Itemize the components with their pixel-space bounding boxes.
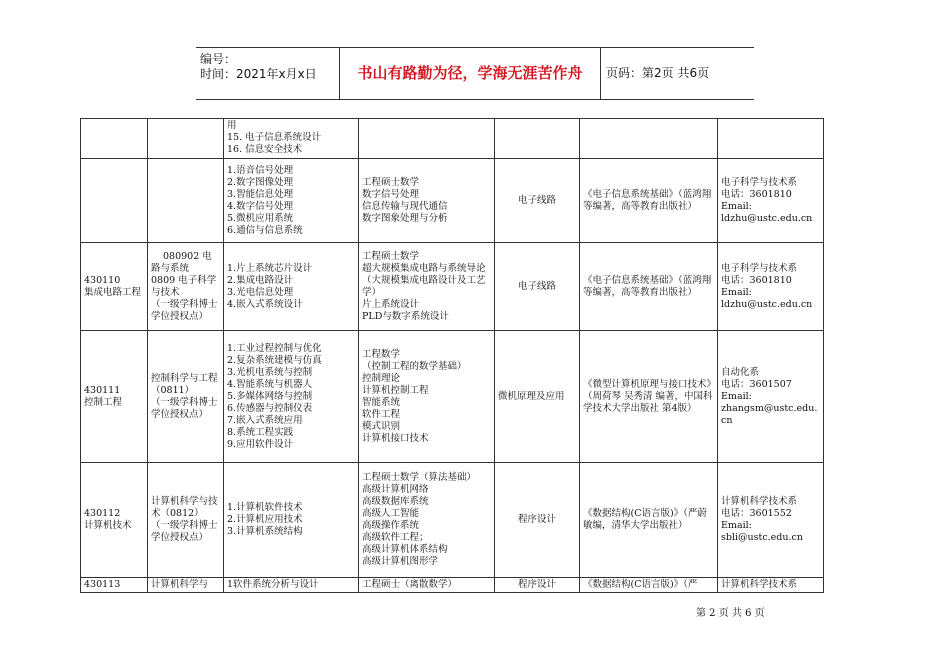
direction-item: 15. 电子信息系统设计 [227,132,322,143]
contact-cell [718,243,824,331]
direction-item: 3.光电信息处理 [227,286,294,298]
direction-item: 5.多媒体网络与控制 [227,390,313,402]
direction-item: 8.系统工程实践 [227,426,294,438]
program-code: 430113 [81,578,148,593]
code-cell [81,159,148,243]
table-row [81,463,824,578]
direction-item: 3.光机电系统与控制 [227,366,313,378]
code-cell [81,119,148,159]
exam-cell [495,119,580,159]
direction-item: 1.片上系统芯片设计 [227,262,313,274]
direction-item: 1.工业过程控制与优化 [227,342,322,354]
contact-email: ldzhu@ustc.edu.cn [721,212,813,224]
table-row [81,578,824,593]
course-item: 高级计算机网络 [362,484,429,495]
direction-item: 6.传感器与控制仪表 [227,402,313,414]
field-cell [148,119,224,159]
direction-item: 4.数字信号处理 [227,200,294,212]
course-item: 信息传输与现代通信 [362,200,448,212]
exam-cell: 电子线路 [495,243,580,331]
courses-cell [359,331,495,463]
courses-cell [359,463,495,578]
courses-cell [359,243,495,331]
contact-email: zhangsm@ustc.edu.cn [721,402,818,426]
course-item: 控制理论 [362,372,401,384]
direction-item: 1.语音信号处理 [227,164,294,176]
contact-line: Email: [721,200,752,212]
contact-line: 电话：3601810 [721,274,792,286]
time-label: 时间：2021年x月x日 [200,67,317,81]
exam-cell: 程序设计 [495,463,580,578]
contact-cell [718,331,824,463]
header-motto: 书山有路勤为径，学海无涯苦作舟 [339,48,601,99]
contact-email: sbli@ustc.edu.cn [721,532,803,543]
course-item: 高级计算机体系结构 [362,544,448,555]
program-code: 430112 [84,508,121,519]
course-item: （控制工程的数学基础） [362,360,467,372]
courses-cell: 工程硕士（离散数学） [359,578,495,593]
course-item: 高级操作系统 [362,520,420,531]
books-cell [580,119,718,159]
direction-item: 9.应用软件设计 [227,438,294,450]
exam-cell: 微机原理及应用 [495,331,580,463]
direction-item: 2.计算机应用技术 [227,514,303,525]
code-cell [81,243,148,331]
directions-cell [224,331,359,463]
books-cell: 《微型计算机原理与接口技术》（周荷琴 吴秀清 编著，中国科学技术大学出版社 第4版） [580,331,718,463]
direction-item: 4.智能系统与机器人 [227,378,313,390]
field-line: （一级学科博士学位授权点） [151,298,218,322]
code-cell [81,331,148,463]
direction-item: 5.微机应用系统 [227,212,294,224]
contact-line: 电子科学与技术系 [721,176,798,188]
direction-item: 用 [227,120,237,131]
contact-cell [718,463,824,578]
program-code: 430110 [84,274,121,286]
contact-cell [718,119,824,159]
courses-cell [359,119,495,159]
course-item: 模式识别 [362,420,401,432]
program-table [80,118,824,593]
program-name: 控制工程 [84,396,123,408]
contact-line: 计算机科学技术系 [721,496,798,507]
books-cell: 《数据结构(C语言版)》（严 [580,578,718,593]
exam-cell: 电子线路 [495,159,580,243]
contact-line: 电子科学与技术系 [721,262,798,274]
course-item: PLD与数字系统设计 [362,310,449,322]
directions-cell [224,159,359,243]
direction-item: 2.复杂系统建模与仿真 [227,354,322,366]
field-cell [148,331,224,463]
direction-item: 4.嵌入式系统设计 [227,298,303,310]
table-row [81,243,824,331]
direction-item: 3.智能信息处理 [227,188,294,200]
contact-line: 自动化系 [721,366,760,378]
course-item: 高级软件工程； [362,532,429,543]
header-info-cell [196,48,339,99]
field-cell: 计算机科学与 [148,578,224,593]
table-row [81,331,824,463]
page-header [196,47,754,100]
course-item: 数字信号处理 [362,188,420,200]
contact-line: 电话：3601552 [721,508,792,519]
books-cell: 《数据结构(C语言版)》（严蔚敏编，清华大学出版社） [580,463,718,578]
field-line: 080902 电路与系统 [151,250,212,274]
field-line: 0809 电子科学与技术 [151,274,217,298]
page-footer: 第 2 页 共 6 页 [696,608,765,619]
direction-item: 7.嵌入式系统应用 [227,414,303,426]
field-line: （一级学科博士学位授权点） [151,520,218,543]
program-code: 430111 [84,384,121,396]
exam-cell: 程序设计 [495,578,580,593]
course-item: 智能系统 [362,396,401,408]
directions-cell [224,119,359,159]
contact-line: 电话：3601810 [721,188,792,200]
field-cell [148,159,224,243]
directions-cell: 1软件系统分析与设计 [224,578,359,593]
direction-item: 6.通信与信息系统 [227,224,303,236]
books-cell: 《电子信息系统基础》（蓝鸿翔等编著，高等教育出版社） [580,243,718,331]
books-cell: 《电子信息系统基础》（蓝鸿翔等编著，高等教育出版社） [580,159,718,243]
course-item: 超大规模集成电路与系统导论（大规模集成电路设计及工艺学） [362,262,486,298]
course-item: 工程硕士数学 [362,176,420,188]
code-cell [81,463,148,578]
field-cell [148,243,224,331]
contact-line: Email: [721,286,752,298]
contact-cell [718,159,824,243]
program-name: 计算机技术 [84,520,132,531]
directions-cell [224,463,359,578]
field-cell [148,463,224,578]
contact-line: Email: [721,390,752,402]
program-name: 集成电路工程 [84,286,142,298]
table-row [81,119,824,159]
course-item: 工程硕士数学（算法基础） [362,472,477,483]
direction-item: 2.集成电路设计 [227,274,294,286]
direction-item: 2.数字图像处理 [227,176,294,188]
course-item: 片上系统设计 [362,298,420,310]
direction-item: 1.计算机软件技术 [227,502,303,513]
field-line: 计算机科学与技术（0812） [151,496,218,519]
course-item: 高级数据库系统 [362,496,429,507]
courses-cell [359,159,495,243]
course-item: 工程数学 [362,348,401,360]
course-item: 计算机控制工程 [362,384,429,396]
course-item: 软件工程 [362,408,401,420]
course-item: 工程硕士数学 [362,250,420,262]
contact-email: ldzhu@ustc.edu.cn [721,298,813,310]
directions-cell [224,243,359,331]
field-line: （一级学科博士学位授权点） [151,396,218,420]
contact-line: 电话：3601507 [721,378,792,390]
number-label: 编号： [200,52,237,66]
course-item: 高级计算机图形学 [362,556,439,567]
field-line: 控制科学与工程（0811） [151,372,218,396]
table-row [81,159,824,243]
course-item: 数字图象处理与分析 [362,212,448,224]
direction-item: 3.计算机系统结构 [227,526,303,537]
header-page-label: 页码：第2页 共6页 [606,66,710,80]
direction-item: 16. 信息安全技术 [227,144,303,155]
course-item: 高级人工智能 [362,508,420,519]
contact-cell: 计算机科学技术系 [718,578,824,593]
course-item: 计算机接口技术 [362,432,429,444]
contact-line: Email: [721,520,752,531]
